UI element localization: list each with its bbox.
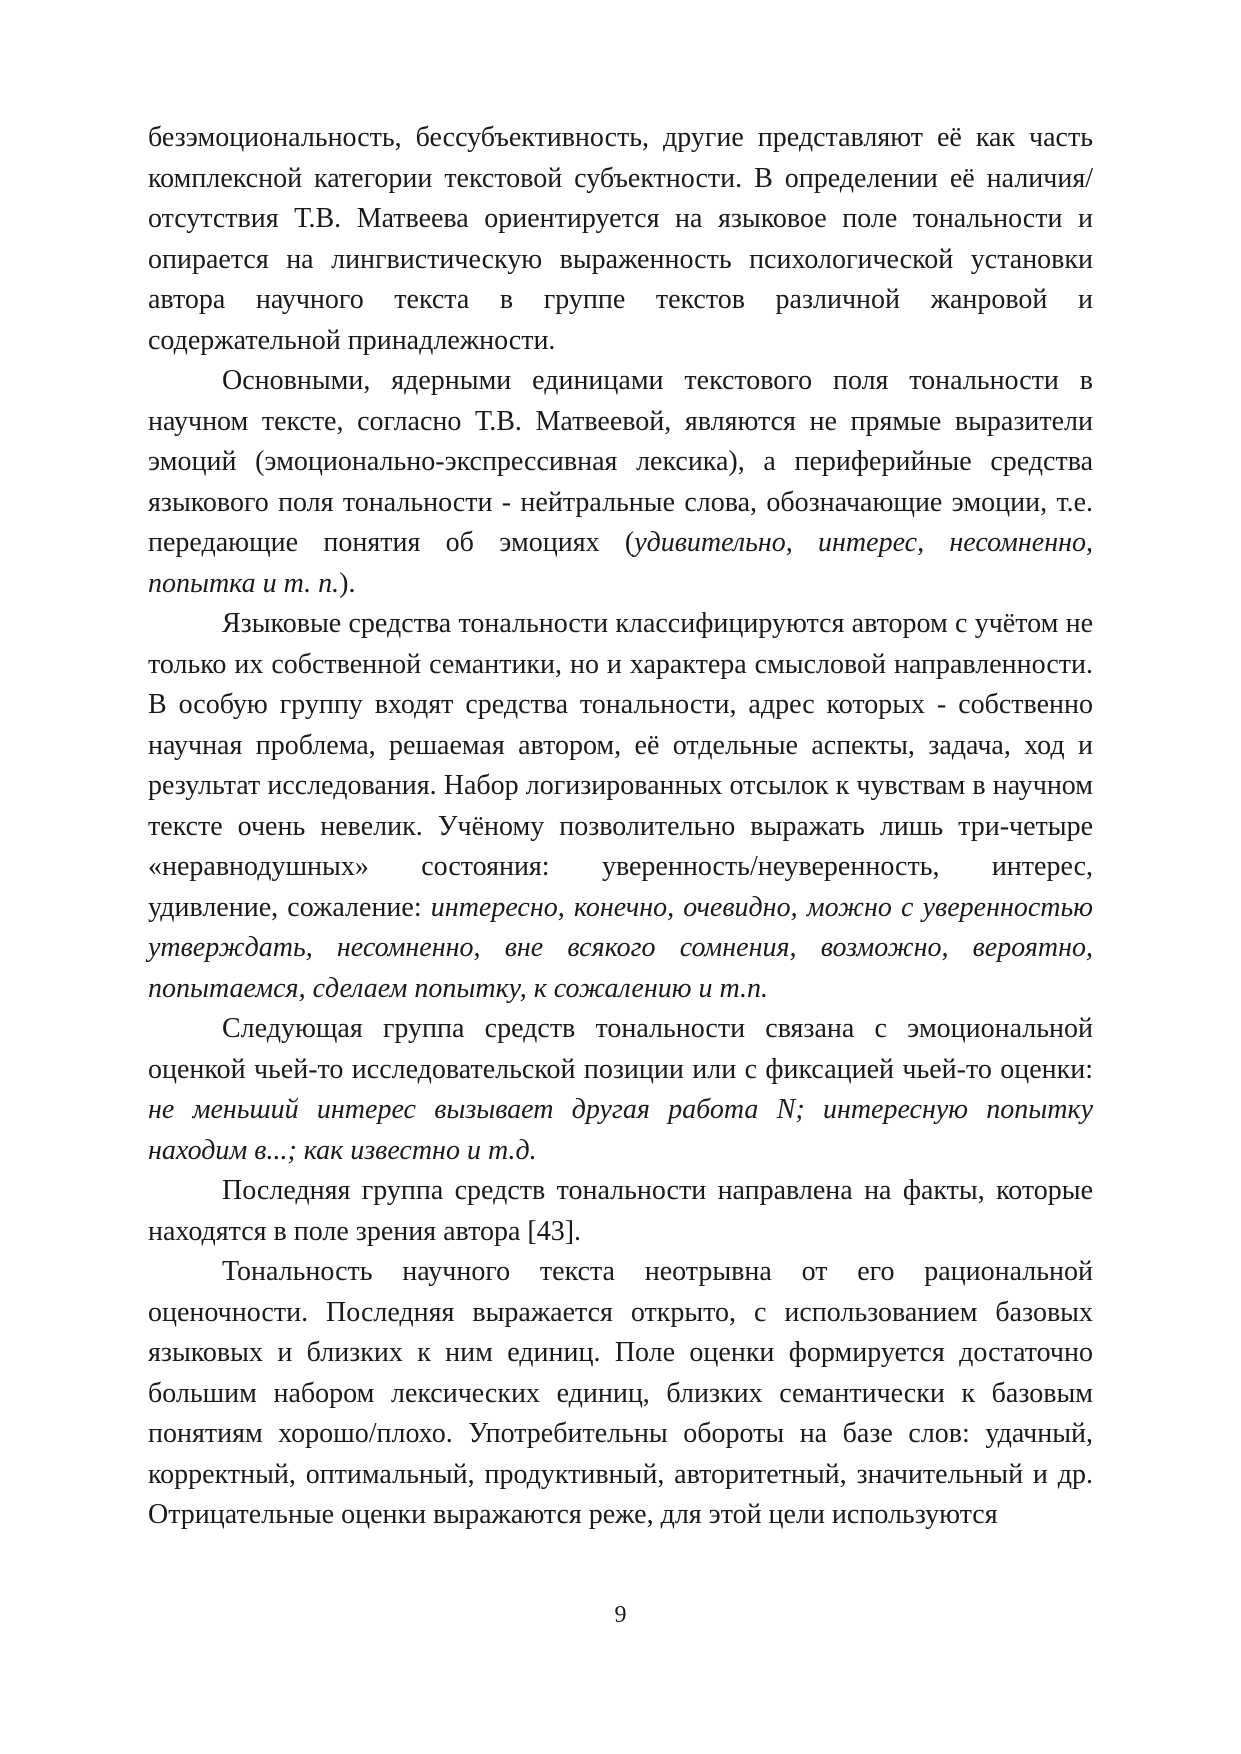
text-segment: безэмоциональность, бессубъективность, другие представляют её как часть комплексной категории текстовой субъектности. В определении её наличия/отсутствия Т.В. Матвеева ориентируется на языковое поле тональности и опирается на лингвистическую выраженность психологической установки автора научного текста в группе текстов различной жанровой и содержательной принадлежности. [148, 122, 1093, 356]
paragraph-1 [148, 118, 1093, 361]
paragraph-3 [148, 604, 1093, 1009]
text-segment: ). [339, 567, 356, 599]
italic-examples: удивительно, интерес, несомненно, попытка и т. п. [148, 527, 1093, 599]
paragraph-6 [148, 1252, 1093, 1536]
document-body [148, 118, 1093, 1536]
italic-examples: не меньший интерес вызывает другая работа N; интересную попытку находим в...; как известно и т.д. [148, 1094, 1093, 1166]
text-segment: Основными, ядерными единицами текстового поля тональности в научном тексте, согласно Т.В. Матвеевой, являются не прямые выразители эмоций (эмоционально-экспрессивная лексика), а периферийные средства языкового поля тональности - нейтральные слова, обозначающие эмоции, т.е. передающие понятия об эмоциях ( [148, 365, 1093, 558]
text-segment: Тональность научного текста неотрывна от его рациональной оценочности. Последняя выражается открыто, с использованием базовых языковых и близких к ним единиц. Поле оценки формируется достаточно большим набором лексических единиц, близких семантически к базовым понятиям хорошо/плохо. Употребительны обороты на базе слов: удачный, корректный, оптимальный, продуктивный, авторитетный, значительный и др. Отрицательные оценки выражаются реже, для этой цели используются [148, 1256, 1093, 1530]
paragraph-5 [148, 1171, 1093, 1252]
italic-examples: интересно, конечно, очевидно, можно с уверенностью утверждать, несомненно, вне всякого сомнения, возможно, вероятно, попытаемся, сделаем попытку, к сожалению и т.п. [148, 891, 1093, 1004]
page-number: 9 [614, 1602, 627, 1628]
text-segment: Следующая группа средств тональности связана с эмоциональной оценкой чьей-то исследовательской позиции или с фиксацией чьей-то оценки: [148, 1013, 1093, 1085]
text-segment: Языковые средства тональности классифицируются автором с учётом не только их собственной семантики, но и характера смысловой направленности. В особую группу входят средства тональности, адрес которых - собственно научная проблема, решаемая автором, её отдельные аспекты, задача, ход и результат исследования. Набор логизированных отсылок к чувствам в научном тексте очень невелик. Учёному позволительно выражать лишь три-четыре «неравнодушных» состояния: уверенность/неуверенность, интерес, удивление, сожаление: [148, 608, 1093, 923]
paragraph-4 [148, 1009, 1093, 1171]
text-segment: Последняя группа средств тональности направлена на факты, которые находятся в поле зрения автора [43]. [148, 1175, 1093, 1247]
paragraph-2 [148, 361, 1093, 604]
